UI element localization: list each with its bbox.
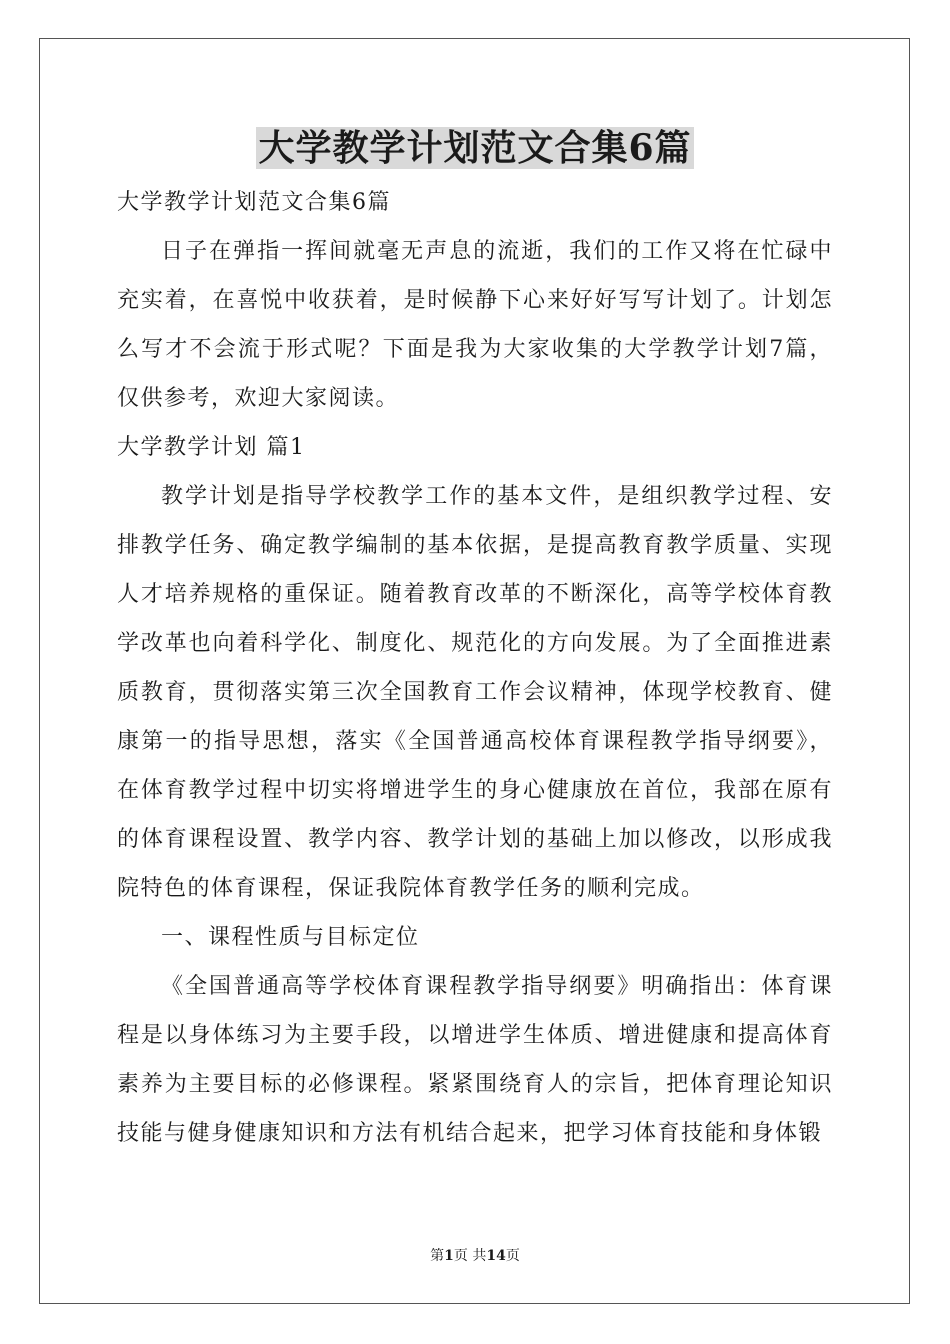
- document-subtitle: 大学教学计划范文合集6篇: [117, 190, 391, 215]
- section-heading: 大学教学计划 篇1: [117, 435, 306, 460]
- document-title: [0, 124, 950, 172]
- footer-page-suffix: 页: [505, 1248, 520, 1264]
- footer-page-current: 1: [444, 1248, 454, 1264]
- page-footer: [0, 1247, 950, 1265]
- intro-paragraph: 日子在弹指一挥间就毫无声息的流逝，我们的工作又将在忙碌中充实着，在喜悦中收获着，是时候静下心来好好写写计划了。计划怎么写才不会流于形式呢？下面是我为大家收集的大学教学计划7篇，仅供参考，欢迎大家阅读。: [117, 239, 833, 411]
- footer-page-middle: 页 共: [453, 1248, 487, 1264]
- document-body: [117, 178, 833, 1158]
- sub-heading: 一、课程性质与目标定位: [161, 925, 420, 950]
- footer-page-prefix: 第: [430, 1248, 445, 1264]
- document-title-text: 大学教学计划范文合集6篇: [258, 127, 692, 169]
- body-paragraph: 《全国普通高等学校体育课程教学指导纲要》明确指出：体育课程是以身体练习为主要手段，以增进学生体质、增进健康和提高体育素养为主要目标的必修课程。紧紧围绕育人的宗旨，把体育理论知识技能与健身健康知识和方法有机结合起来，把学习体育技能和身体锻: [117, 974, 833, 1146]
- footer-page-total: 14: [486, 1248, 506, 1264]
- body-paragraph: 教学计划是指导学校教学工作的基本文件，是组织教学过程、安排教学任务、确定教学编制的基本依据，是提高教育教学质量、实现人才培养规格的重保证。随着教育改革的不断深化，高等学校体育教学改革也向着科学化、制度化、规范化的方向发展。为了全面推进素质教育，贯彻落实第三次全国教育工作会议精神，体现学校教育、健康第一的指导思想，落实《全国普通高校体育课程教学指导纲要》，在体育教学过程中切实将增进学生的身心健康放在首位，我部在原有的体育课程设置、教学内容、教学计划的基础上加以修改，以形成我院特色的体育课程，保证我院体育教学任务的顺利完成。: [117, 484, 833, 901]
